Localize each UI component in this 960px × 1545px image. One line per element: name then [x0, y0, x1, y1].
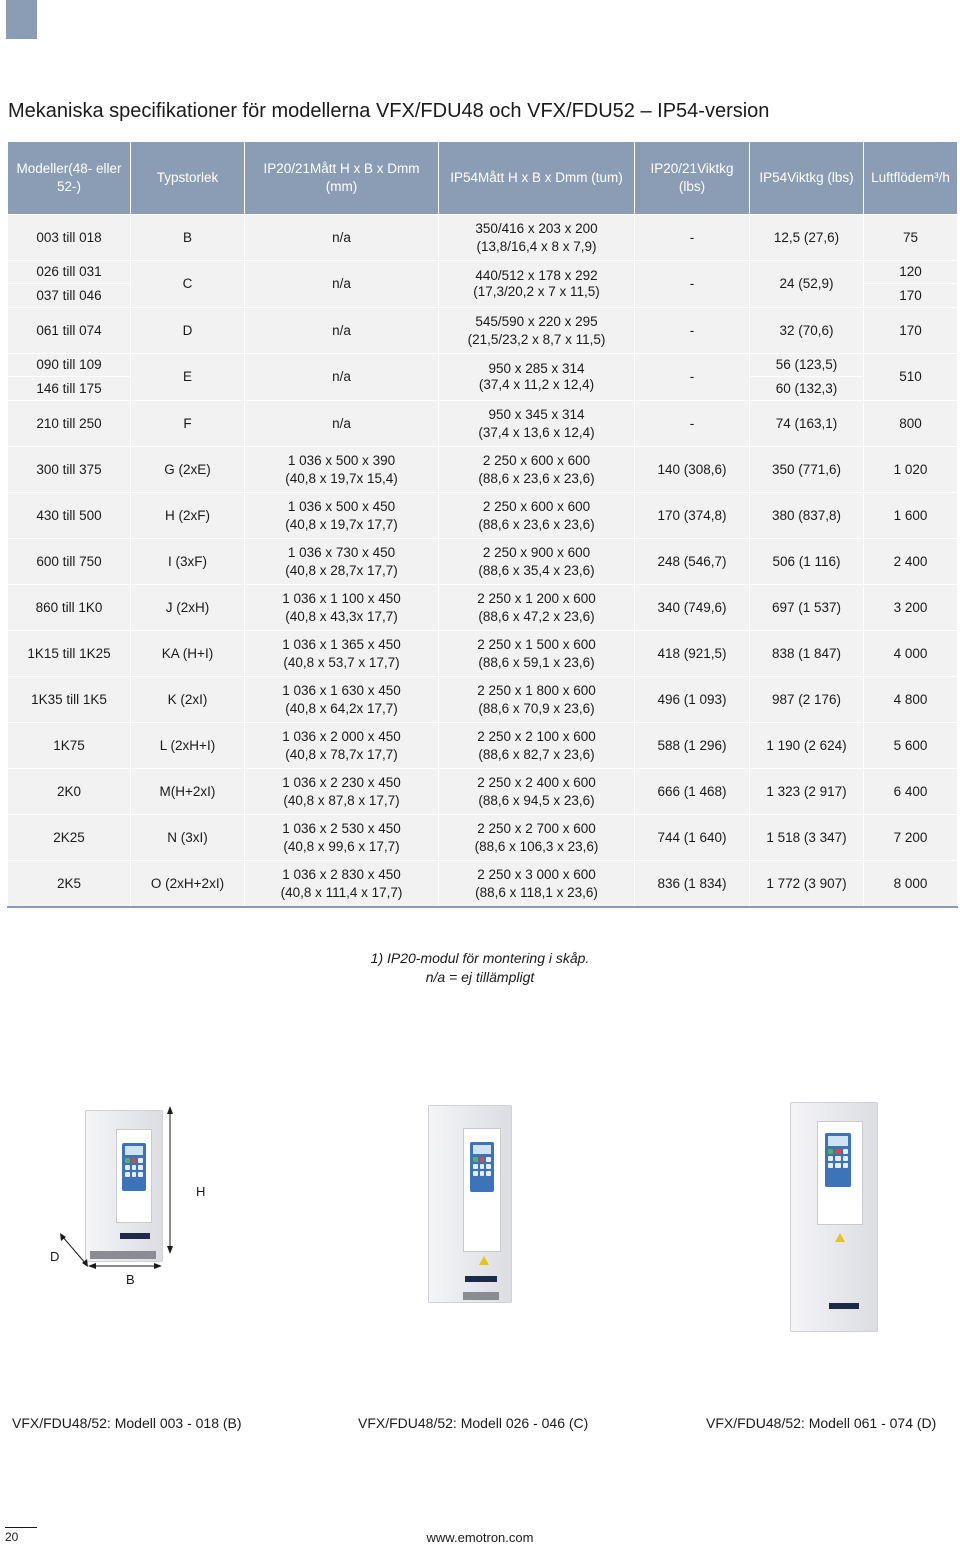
cell-ip54-weight: 24 (52,9) — [750, 261, 864, 308]
cell-ip54-weight: 60 (132,3) — [750, 377, 864, 401]
cell-airflow: 3 200 — [864, 585, 958, 631]
cell-size: J (2xH) — [131, 585, 245, 631]
col-header-models: Modeller(48- eller 52-) — [8, 142, 131, 215]
cell-airflow: 1 020 — [864, 447, 958, 493]
cell-ip54-weight: 74 (163,1) — [750, 401, 864, 447]
table-header-row — [8, 142, 958, 215]
drive-unit-image-c — [428, 1105, 512, 1303]
cell-ip54-weight: 1 323 (2 917) — [750, 769, 864, 815]
cell-ip54-weight: 1 518 (3 347) — [750, 815, 864, 861]
cell-size: L (2xH+I) — [131, 723, 245, 769]
cell-airflow: 120 — [864, 261, 958, 284]
cell-ip54-weight: 12,5 (27,6) — [750, 215, 864, 261]
table-row — [8, 631, 958, 677]
keypad-icon — [470, 1142, 494, 1192]
cell-ip20-weight: 588 (1 296) — [635, 723, 750, 769]
cell-ip20-dims: 1 036 x 500 x 390 (40,8 x 19,7x 15,4) — [245, 447, 439, 493]
width-arrow-right — [154, 1263, 162, 1269]
brand-label — [829, 1303, 859, 1309]
page-number-rule — [5, 1527, 37, 1528]
cell-size: F — [131, 401, 245, 447]
table-row — [8, 539, 958, 585]
cell-ip54-dims: 2 250 x 2 100 x 600 (88,6 x 82,7 x 23,6) — [439, 723, 635, 769]
cell-airflow: 510 — [864, 354, 958, 401]
spec-table — [7, 141, 958, 908]
cell-model: 300 till 375 — [8, 447, 131, 493]
cell-ip54-weight: 56 (123,5) — [750, 354, 864, 377]
cell-ip54-dims: 950 x 285 x 314 (37,4 x 11,2 x 12,4) — [439, 354, 635, 401]
corner-tab — [6, 0, 37, 39]
table-row — [8, 447, 958, 493]
cell-ip54-dims: 440/512 x 178 x 292 (17,3/20,2 x 7 x 11,5) — [439, 261, 635, 308]
cell-ip54-weight: 987 (2 176) — [750, 677, 864, 723]
cell-airflow: 5 600 — [864, 723, 958, 769]
cell-ip54-dims: 2 250 x 2 400 x 600 (88,6 x 94,5 x 23,6) — [439, 769, 635, 815]
cell-ip20-dims: 1 036 x 2 830 x 450 (40,8 x 111,4 x 17,7) — [245, 861, 439, 908]
cell-model: 2K0 — [8, 769, 131, 815]
cell-ip54-dims: 2 250 x 1 200 x 600 (88,6 x 47,2 x 23,6) — [439, 585, 635, 631]
cell-ip20-dims: 1 036 x 2 530 x 450 (40,8 x 99,6 x 17,7) — [245, 815, 439, 861]
cell-ip54-weight: 506 (1 116) — [750, 539, 864, 585]
cell-ip20-dims: 1 036 x 1 100 x 450 (40,8 x 43,3x 17,7) — [245, 585, 439, 631]
cell-ip54-dims: 2 250 x 600 x 600 (88,6 x 23,6 x 23,6) — [439, 447, 635, 493]
cell-ip20-weight: - — [635, 401, 750, 447]
cell-model: 090 till 109 — [8, 354, 131, 377]
brand-label — [465, 1276, 497, 1282]
col-header-ip20-weight: IP20/21Viktkg (lbs) — [635, 142, 750, 215]
table-row — [8, 769, 958, 815]
cell-ip20-weight: 248 (546,7) — [635, 539, 750, 585]
cell-size: D — [131, 308, 245, 354]
cell-model: 026 till 031 — [8, 261, 131, 284]
width-arrow-left — [88, 1263, 96, 1269]
drive-unit-image-d — [790, 1102, 878, 1332]
cell-ip54-weight: 838 (1 847) — [750, 631, 864, 677]
cell-model: 037 till 046 — [8, 284, 131, 308]
cell-ip20-weight: - — [635, 354, 750, 401]
cell-model: 600 till 750 — [8, 539, 131, 585]
warning-icon — [479, 1256, 489, 1265]
caption-model-b: VFX/FDU48/52: Modell 003 - 018 (B) — [12, 1415, 242, 1431]
cell-ip20-weight: 666 (1 468) — [635, 769, 750, 815]
caption-model-c: VFX/FDU48/52: Modell 026 - 046 (C) — [358, 1415, 589, 1431]
cell-airflow: 170 — [864, 308, 958, 354]
keypad-icon — [825, 1133, 851, 1187]
cell-ip20-dims: n/a — [245, 401, 439, 447]
table-row — [8, 815, 958, 861]
cell-ip54-weight: 1 190 (2 624) — [750, 723, 864, 769]
cell-ip20-weight: 340 (749,6) — [635, 585, 750, 631]
cell-model: 061 till 074 — [8, 308, 131, 354]
cell-ip54-dims: 2 250 x 1 800 x 600 (88,6 x 70,9 x 23,6) — [439, 677, 635, 723]
table-row — [8, 308, 958, 354]
footnote-na: n/a = ej tillämpligt — [425, 969, 535, 985]
warning-icon — [835, 1233, 845, 1242]
height-arrow-top — [167, 1106, 173, 1114]
cell-model: 860 till 1K0 — [8, 585, 131, 631]
cell-ip20-weight: 140 (308,6) — [635, 447, 750, 493]
cell-model: 2K25 — [8, 815, 131, 861]
cell-ip54-dims: 2 250 x 3 000 x 600 (88,6 x 118,1 x 23,6) — [439, 861, 635, 908]
cell-ip54-weight: 350 (771,6) — [750, 447, 864, 493]
dimension-label-h: H — [196, 1184, 206, 1199]
dimension-label-b: B — [126, 1272, 135, 1287]
dimension-arrows — [0, 1090, 260, 1290]
cell-ip20-dims: 1 036 x 2 000 x 450 (40,8 x 78,7x 17,7) — [245, 723, 439, 769]
cell-size: KA (H+I) — [131, 631, 245, 677]
cell-ip20-weight: 418 (921,5) — [635, 631, 750, 677]
col-header-airflow: Luftflödem³/h — [864, 142, 958, 215]
cable-glands — [463, 1292, 499, 1300]
cell-airflow: 75 — [864, 215, 958, 261]
cell-ip20-dims: n/a — [245, 308, 439, 354]
height-arrow-bottom — [167, 1246, 173, 1254]
cell-ip20-dims: 1 036 x 1 365 x 450 (40,8 x 53,7 x 17,7) — [245, 631, 439, 677]
cell-size: M(H+2xI) — [131, 769, 245, 815]
cell-airflow: 8 000 — [864, 861, 958, 908]
cell-ip20-dims: n/a — [245, 261, 439, 308]
cell-model: 003 till 018 — [8, 215, 131, 261]
cell-model: 1K35 till 1K5 — [8, 677, 131, 723]
cell-airflow: 170 — [864, 284, 958, 308]
cell-airflow: 2 400 — [864, 539, 958, 585]
cell-ip54-dims: 2 250 x 900 x 600 (88,6 x 35,4 x 23,6) — [439, 539, 635, 585]
cell-ip54-weight: 1 772 (3 907) — [750, 861, 864, 908]
cell-ip20-dims: n/a — [245, 354, 439, 401]
table-row — [8, 585, 958, 631]
cell-ip54-weight: 697 (1 537) — [750, 585, 864, 631]
cell-ip54-dims: 950 x 345 x 314 (37,4 x 13,6 x 12,4) — [439, 401, 635, 447]
footnotes — [0, 949, 960, 987]
cell-ip20-weight: - — [635, 261, 750, 308]
cell-model: 1K15 till 1K25 — [8, 631, 131, 677]
cell-ip54-dims: 2 250 x 600 x 600 (88,6 x 23,6 x 23,6) — [439, 493, 635, 539]
cell-ip54-dims: 350/416 x 203 x 200 (13,8/16,4 x 8 x 7,9) — [439, 215, 635, 261]
table-row — [8, 723, 958, 769]
cell-ip20-weight: 496 (1 093) — [635, 677, 750, 723]
cell-ip54-weight: 32 (70,6) — [750, 308, 864, 354]
cell-model: 2K5 — [8, 861, 131, 908]
cell-size: H (2xF) — [131, 493, 245, 539]
table-row — [8, 677, 958, 723]
cell-ip20-dims: 1 036 x 2 230 x 450 (40,8 x 87,8 x 17,7) — [245, 769, 439, 815]
table-row — [8, 861, 958, 908]
table-row — [8, 493, 958, 539]
cell-size: I (3xF) — [131, 539, 245, 585]
cell-airflow: 4 000 — [864, 631, 958, 677]
table-row — [8, 354, 958, 377]
cell-ip20-dims: n/a — [245, 215, 439, 261]
cell-airflow: 800 — [864, 401, 958, 447]
cell-ip54-dims: 2 250 x 1 500 x 600 (88,6 x 59,1 x 23,6) — [439, 631, 635, 677]
cell-ip54-dims: 2 250 x 2 700 x 600 (88,6 x 106,3 x 23,6) — [439, 815, 635, 861]
table-row — [8, 215, 958, 261]
col-header-size: Typstorlek — [131, 142, 245, 215]
cell-ip54-weight: 380 (837,8) — [750, 493, 864, 539]
page-title: Mekaniska specifikationer för modellerna VFX/FDU48 och VFX/FDU52 – IP54-version — [8, 100, 770, 122]
dimension-label-d: D — [50, 1249, 60, 1264]
cell-airflow: 7 200 — [864, 815, 958, 861]
depth-arrow-line — [62, 1236, 86, 1264]
cell-ip20-dims: 1 036 x 1 630 x 450 (40,8 x 64,2x 17,7) — [245, 677, 439, 723]
table-row — [8, 401, 958, 447]
cell-size: N (3xI) — [131, 815, 245, 861]
cell-size: C — [131, 261, 245, 308]
footnote-ip20: 1) IP20-modul för montering i skåp. — [370, 950, 590, 966]
cell-size: K (2xI) — [131, 677, 245, 723]
cell-model: 430 till 500 — [8, 493, 131, 539]
cell-airflow: 6 400 — [864, 769, 958, 815]
caption-model-d: VFX/FDU48/52: Modell 061 - 074 (D) — [706, 1415, 937, 1431]
cell-model: 1K75 — [8, 723, 131, 769]
cell-size: B — [131, 215, 245, 261]
cell-ip20-weight: 170 (374,8) — [635, 493, 750, 539]
cell-ip20-dims: 1 036 x 500 x 450 (40,8 x 19,7x 17,7) — [245, 493, 439, 539]
cell-size: G (2xE) — [131, 447, 245, 493]
cell-model: 210 till 250 — [8, 401, 131, 447]
cell-ip20-weight: 836 (1 834) — [635, 861, 750, 908]
cell-airflow: 1 600 — [864, 493, 958, 539]
cell-ip20-weight: - — [635, 308, 750, 354]
page-number: 20 — [5, 1530, 19, 1544]
table-row — [8, 261, 958, 284]
col-header-ip20-dims: IP20/21Mått H x B x Dmm (mm) — [245, 142, 439, 215]
cell-model: 146 till 175 — [8, 377, 131, 401]
cell-ip20-weight: - — [635, 215, 750, 261]
cell-ip20-weight: 744 (1 640) — [635, 815, 750, 861]
col-header-ip54-dims: IP54Mått H x B x Dmm (tum) — [439, 142, 635, 215]
cell-size: O (2xH+2xI) — [131, 861, 245, 908]
cell-airflow: 4 800 — [864, 677, 958, 723]
cell-ip20-dims: 1 036 x 730 x 450 (40,8 x 28,7x 17,7) — [245, 539, 439, 585]
cell-ip54-dims: 545/590 x 220 x 295 (21,5/23,2 x 8,7 x 11,5) — [439, 308, 635, 354]
website-link[interactable]: www.emotron.com — [426, 1530, 534, 1545]
col-header-ip54-weight: IP54Viktkg (lbs) — [750, 142, 864, 215]
cell-size: E — [131, 354, 245, 401]
